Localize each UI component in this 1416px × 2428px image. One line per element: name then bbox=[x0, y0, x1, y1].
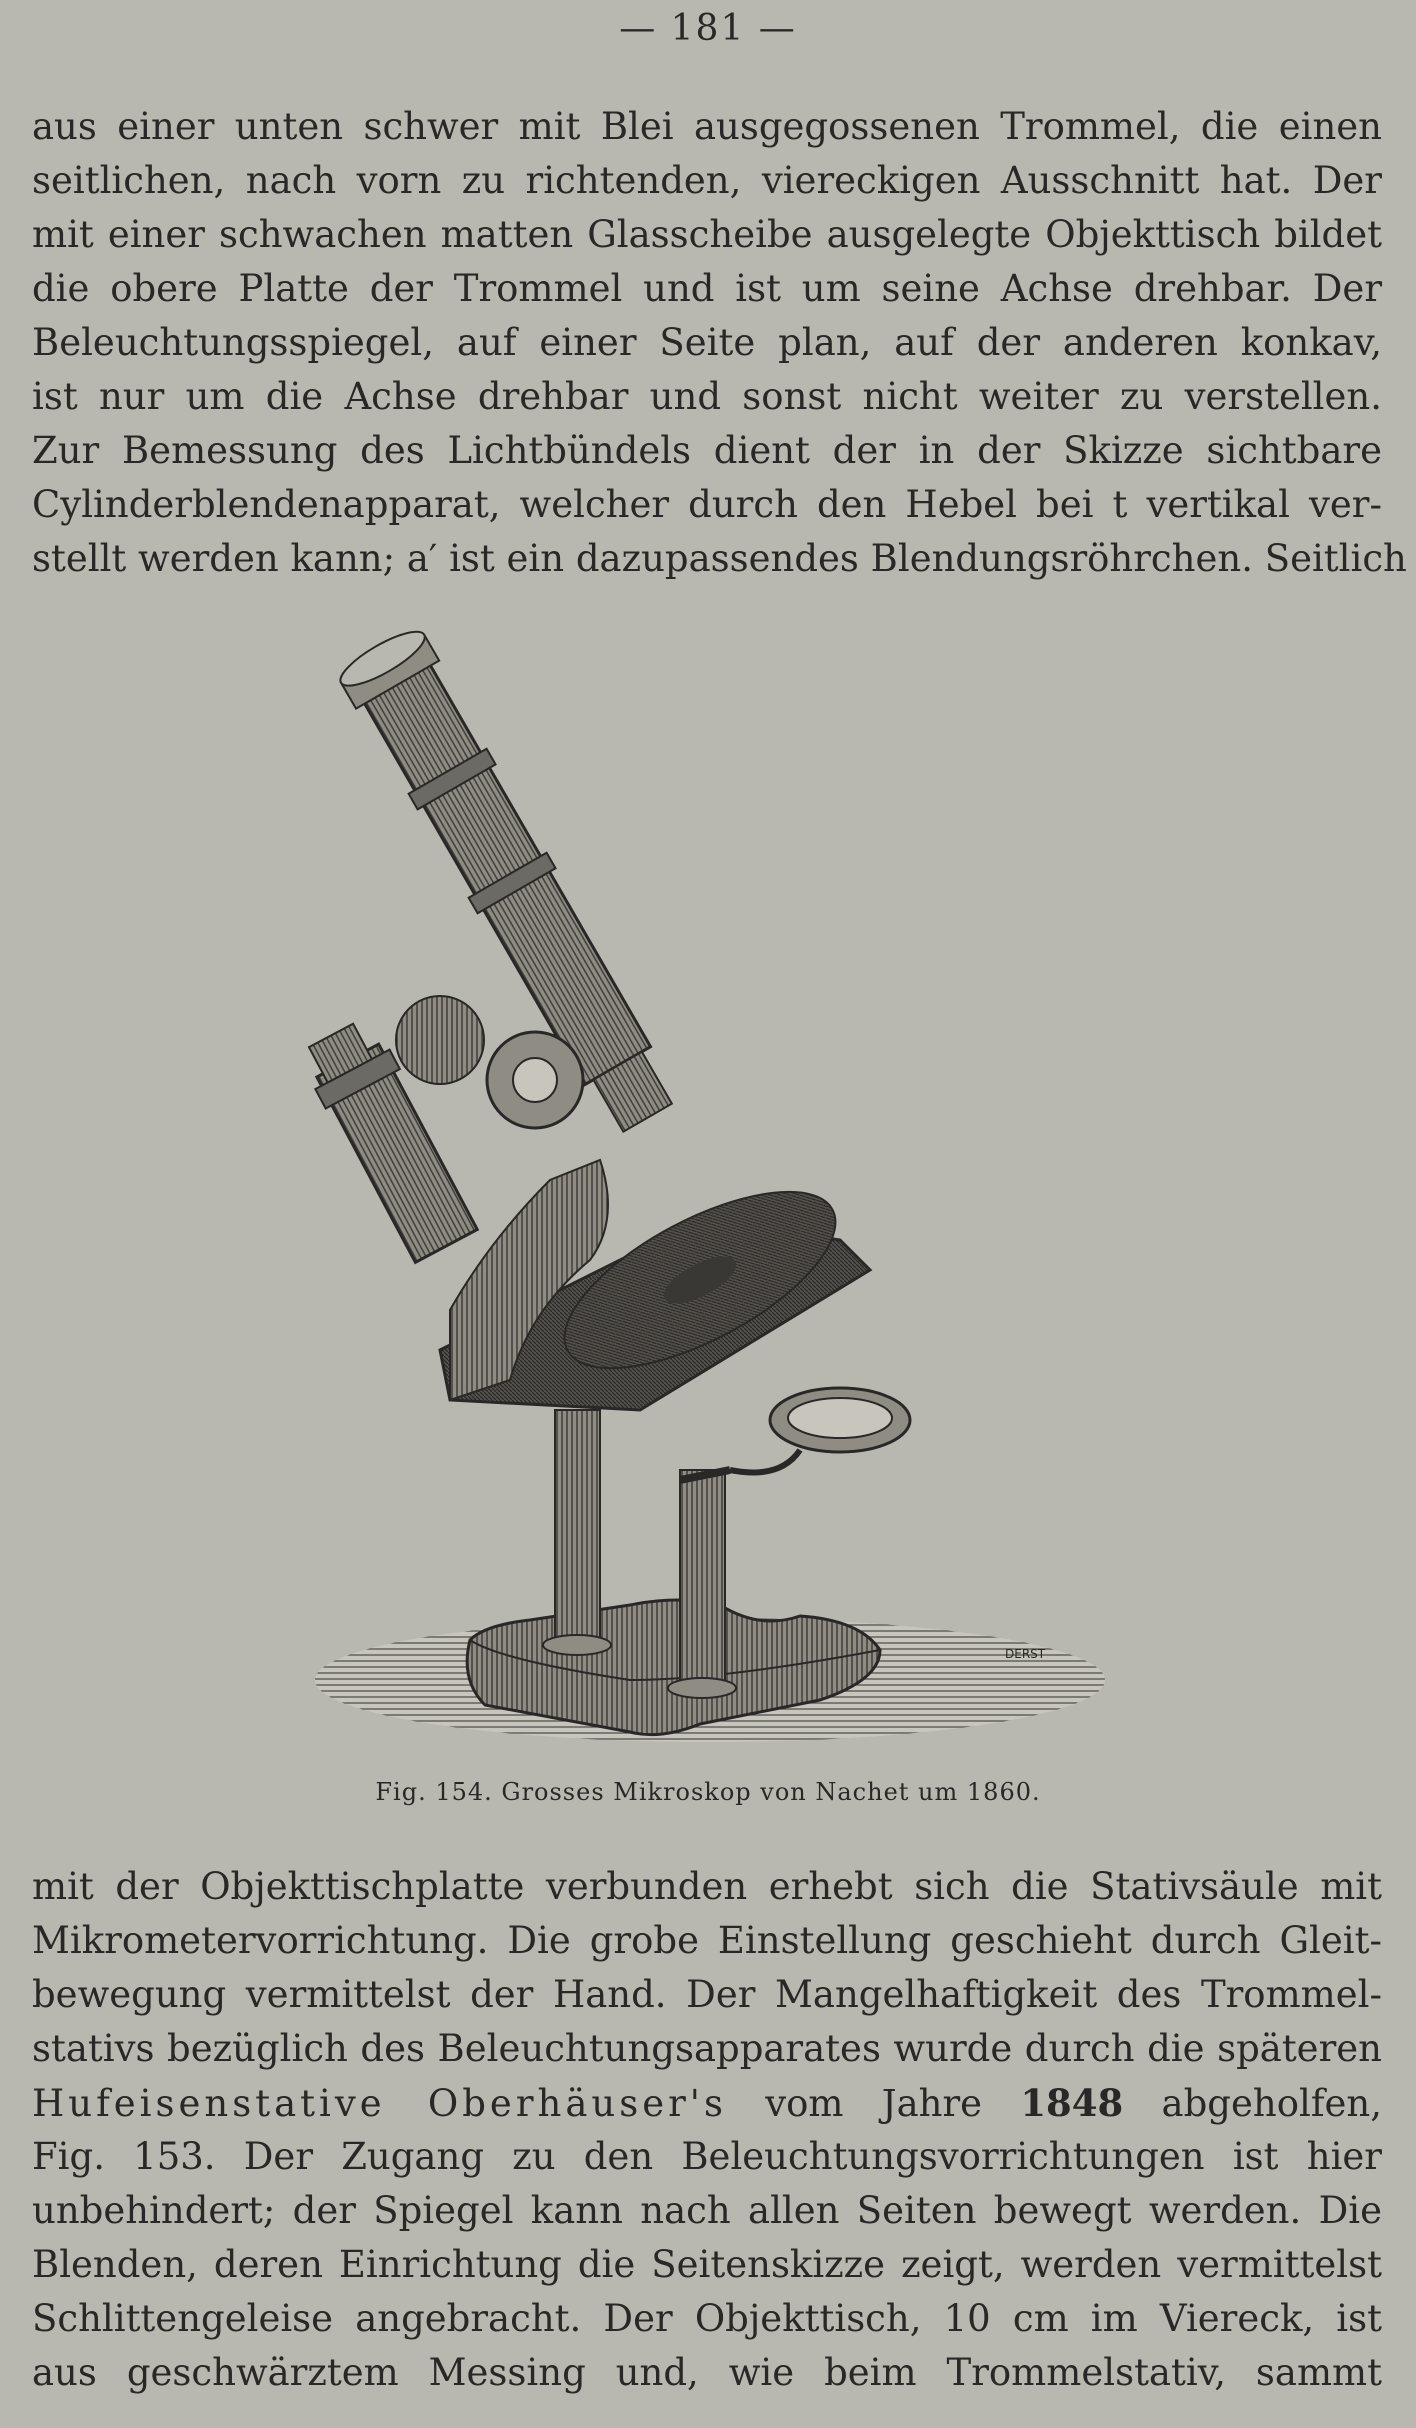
microscope-illustration bbox=[300, 620, 1120, 1770]
text-line: unbehindert; der Spiegel kann nach allen Seiten bewegt werden. Die bbox=[32, 2189, 1382, 2232]
text-line bbox=[32, 2076, 1382, 2130]
spaced-name: Hufeisenstative Oberhäuser's bbox=[32, 2082, 727, 2125]
text-span: vom Jahre bbox=[726, 2082, 1021, 2125]
text-span: abgeholfen, bbox=[1123, 2082, 1382, 2125]
engraver-mark: DERST bbox=[1005, 1647, 1046, 1661]
text-line: Blenden, deren Einrichtung die Seitenskizze zeigt, werden vermittelst bbox=[32, 2243, 1382, 2286]
text-line: die obere Platte der Trommel und ist um seine Achse drehbar. Der bbox=[32, 267, 1382, 310]
text-line: aus geschwärztem Messing und, wie beim Trommelstativ, sammt bbox=[32, 2351, 1382, 2394]
text-line: Zur Bemessung des Lichtbündels dient der in der Skizze sichtbare bbox=[32, 429, 1382, 472]
text-line: stellt werden kann; a′ ist ein dazupassendes Blendungsröhrchen. Seitlich bbox=[32, 537, 1407, 580]
figure-caption: Fig. 154. Grosses Mikroskop von Nachet um 1860. bbox=[375, 1778, 1041, 1806]
paragraph-top bbox=[32, 100, 1407, 586]
text-line: Cylinderblendenapparat, welcher durch den Hebel bei t vertikal ver- bbox=[32, 483, 1382, 526]
text-line: ist nur um die Achse drehbar und sonst nicht weiter zu verstellen. bbox=[32, 375, 1382, 418]
text-line: Beleuchtungsspiegel, auf einer Seite plan, auf der anderen konkav, bbox=[32, 321, 1382, 364]
page-number: — 181 — bbox=[619, 8, 797, 49]
paragraph-bottom bbox=[32, 1860, 1382, 2400]
text-line: mit der Objekttischplatte verbunden erhebt sich die Stativsäule mit bbox=[32, 1865, 1382, 1908]
year: 1848 bbox=[1020, 2081, 1124, 2125]
text-line: aus einer unten schwer mit Blei ausgegossenen Trommel, die einen bbox=[32, 105, 1382, 148]
text-line: seitlichen, nach vorn zu richtenden, viereckigen Ausschnitt hat. Der bbox=[32, 159, 1382, 202]
text-line: Fig. 153. Der Zugang zu den Beleuchtungsvorrichtungen ist hier bbox=[32, 2135, 1382, 2178]
text-line: Schlittengeleise angebracht. Der Objekttisch, 10 cm im Viereck, ist bbox=[32, 2297, 1382, 2340]
text-line: Mikrometervorrichtung. Die grobe Einstellung geschieht durch Gleit- bbox=[32, 1919, 1382, 1962]
text-line: stativs bezüglich des Beleuchtungsapparates wurde durch die späteren bbox=[32, 2027, 1382, 2070]
text-line: mit einer schwachen matten Glasscheibe ausgelegte Objekttisch bildet bbox=[32, 213, 1382, 256]
text-line: bewegung vermittelst der Hand. Der Mangelhaftigkeit des Trommel- bbox=[32, 1973, 1382, 2016]
